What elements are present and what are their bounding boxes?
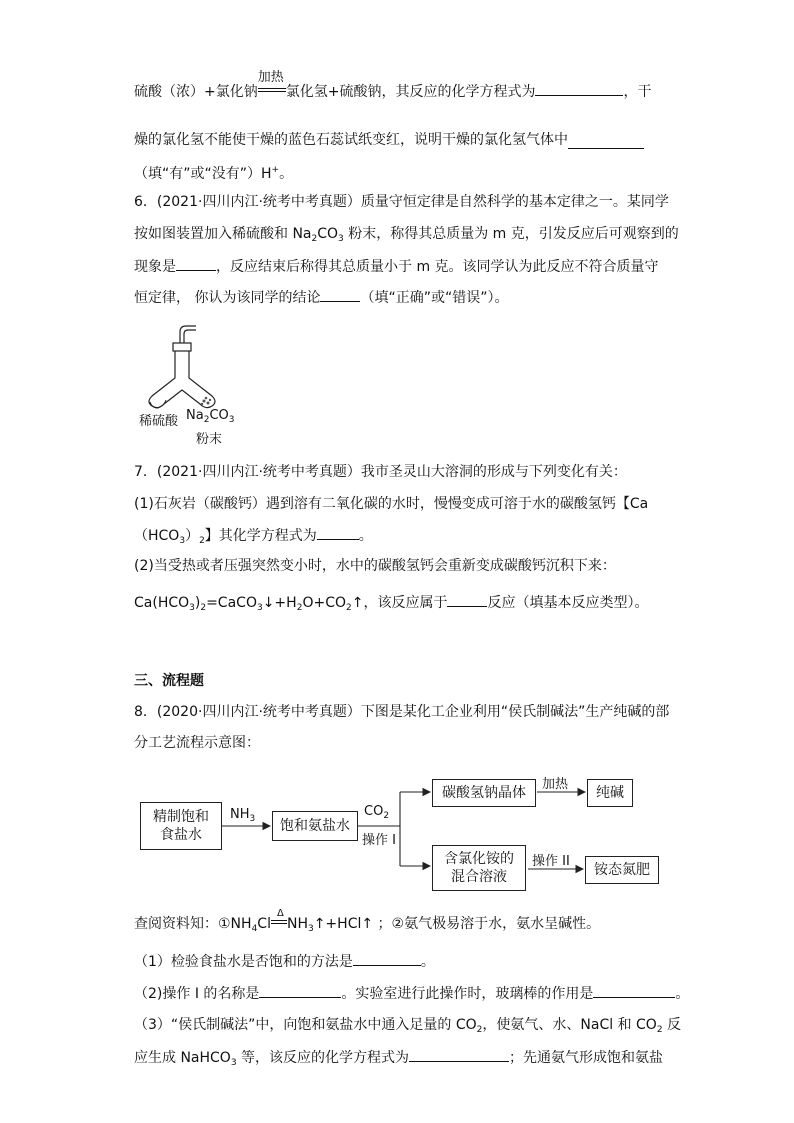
q6-l2a: 按如图装置加入稀硫酸和 Na (134, 226, 312, 242)
sub: 2 (383, 811, 390, 821)
q8-s2 (134, 983, 689, 1004)
answer-blank[interactable] (568, 134, 644, 149)
q6-l2b: CO (317, 226, 339, 242)
q6-l4b: （填“正确”或“错误”）。 (360, 290, 509, 306)
info-part: 查阅资料知：①NH (134, 916, 252, 932)
s2-text-b: 。实验室进行此操作时，玻璃棒的作用是 (341, 986, 594, 1002)
q7-line5 (134, 592, 648, 618)
q5-l3-text: （填“有”或“没有”）H (134, 166, 272, 182)
q5-l3-end: 。 (279, 166, 294, 182)
s2-text: （2)操作 I 的名称是 (134, 986, 260, 1002)
sub: 3 (228, 415, 235, 425)
sub: 4 (251, 924, 258, 934)
sub: 2 (199, 536, 205, 546)
dilute-sulfuric-acid-label: 稀硫酸 (139, 414, 179, 429)
s3-text: （3）“侯氏制碱法”中，向饱和氨盐水中通入足量的 CO (134, 1017, 477, 1033)
info-part: NH (286, 916, 308, 932)
answer-blank[interactable] (409, 1047, 509, 1062)
q7-line4: (2)当受热或者压强突然变小时，水中的碳酸氢钙会重新变成碳酸钙沉积下来： (134, 558, 616, 574)
info-part: ↑+HCl↑ ；②氨气极易溶于水，氨水呈碱性。 (313, 916, 601, 932)
sub: 2 (345, 603, 352, 613)
answer-blank[interactable] (353, 951, 421, 966)
label-part: Na (186, 408, 204, 423)
operation-2-label: 操作 II (532, 854, 570, 869)
delta-label: Δ (276, 908, 284, 919)
answer-blank[interactable] (593, 983, 675, 998)
answer-blank[interactable] (320, 287, 360, 302)
info-part: Cl (257, 916, 271, 932)
section-title: 三、流程题 (134, 673, 204, 689)
s3-text-b: ，使氨气、水、NaCl 和 CO (482, 1017, 657, 1033)
operation-1-label: 操作 I (362, 833, 396, 848)
powder-label: 粉末 (196, 432, 223, 447)
eq-part: ↓+H (262, 595, 297, 611)
flow-box-soda-ash: 纯碱 (587, 779, 633, 807)
sub: 2 (200, 603, 207, 613)
sub: 3 (179, 536, 186, 546)
s1-text: （1）检验食盐水是否饱和的方法是 (134, 954, 353, 970)
answer-blank[interactable] (176, 256, 216, 271)
q6-line4 (134, 287, 508, 308)
flow-box-sodium-bicarbonate: 碳酸氢钠晶体 (432, 779, 536, 807)
q6-line3 (134, 256, 659, 277)
sub: 3 (230, 1058, 237, 1068)
flow-box-saturated-brine: 精制饱和 食盐水 (140, 802, 222, 850)
sub: 2 (311, 234, 318, 244)
answer-blank[interactable] (447, 592, 487, 607)
sub: 2 (656, 1025, 663, 1035)
q6-l3a: 现象是 (134, 259, 176, 275)
eq-part: =CaCO (206, 595, 257, 611)
s1-end: 。 (420, 954, 435, 970)
q6-l4a: 恒定律， 你认为该同学的结论 (134, 290, 321, 306)
q6-l3b: ，反应结束后称得其总质量小于 m 克。该同学认为此反应不符合质量守 (216, 259, 659, 275)
q8-info-line (134, 908, 601, 939)
q7-line3 (134, 525, 373, 551)
q8-line2: 分工艺流程示意图： (134, 735, 260, 751)
q8-s3 (134, 1015, 681, 1040)
sub: 3 (307, 924, 314, 934)
q7-l3a: （HCO (134, 528, 180, 544)
nh3-label (230, 807, 255, 824)
co2-label (364, 804, 389, 821)
eq-part: ) (194, 595, 201, 611)
s4-end: ；先通氨气形成饱和氨盐 (509, 1050, 664, 1066)
q8-s1 (134, 951, 435, 972)
q5-line2: 燥的氯化氢不能使干燥的蓝色石蕊试纸变红，说明干燥的氯化氢气体中 (134, 132, 568, 148)
heat-label: 加热 (257, 70, 284, 85)
q7-line2: (1)石灰岩（碳酸钙）遇到溶有二氧化碳的水时，慢慢变成可溶于水的碳酸氢钙【Ca (134, 496, 649, 512)
s4-text-b: 等，该反应的化学方程式为 (236, 1050, 410, 1066)
q5-text-a: 硫酸（浓）+氯化钠 (134, 84, 258, 100)
q6-line2 (134, 224, 679, 249)
q6-line1: 6．(2021·四川内江·统考中考真题）质量守恒定律是自然科学的基本定律之一。某同学 (134, 194, 669, 210)
flow-box-ammonium-chloride-solution: 含氯化铵的 混合溶液 (432, 845, 526, 891)
s2-end: 。 (675, 986, 690, 1002)
label-part: CO (209, 408, 229, 423)
heating-label: 加热 (542, 777, 569, 792)
sub: 2 (203, 415, 210, 425)
sodium-carbonate-label (186, 408, 234, 425)
q7-l3b: ） (185, 528, 200, 544)
q8-line1: 8．(2020·四川内江·统考中考真题）下图是某化工企业利用“侯氏制碱法”生产纯碱的部 (134, 704, 670, 720)
s3-end: 反 (662, 1017, 682, 1033)
q5-text-b: 氯化氢+硫酸钠，其反应的化学方程式为 (285, 84, 536, 100)
answer-blank[interactable] (259, 983, 341, 998)
q8-s4 (134, 1047, 663, 1073)
q7-line1: 7．(2021·四川内江·统考中考真题）我市圣灵山大溶洞的形成与下列变化有关： (134, 464, 627, 480)
sub: 3 (256, 603, 263, 613)
s4-text: 应生成 NaHCO (134, 1050, 231, 1066)
q5-line3 (134, 160, 293, 184)
answer-blank[interactable] (535, 81, 623, 96)
heating-equation-sign (271, 908, 287, 934)
q5-text-c: ，干 (623, 84, 652, 100)
flow-box-ammonia-brine: 饱和氨盐水 (272, 811, 358, 841)
sub: 2 (296, 603, 303, 613)
eq-part: 反应（填基本反应类型）。 (487, 595, 649, 611)
q7-l3d: 。 (358, 528, 373, 544)
q6-l2c: 粉末，称得其总质量为 m 克，引发反应后可观察到的 (343, 226, 679, 242)
eq-part: O+CO (302, 595, 346, 611)
sub: 3 (249, 814, 256, 824)
sub: 2 (476, 1025, 483, 1035)
h-plus-sup: + (271, 165, 280, 175)
answer-blank[interactable] (317, 525, 359, 540)
label-part: CO (364, 804, 384, 819)
q7-l3c: 】其化学方程式为 (204, 528, 317, 544)
heating-equation-sign (257, 70, 286, 102)
eq-part: ↑，该反应属于 (351, 595, 448, 611)
label-part: NH (230, 807, 250, 822)
q5-line1 (134, 70, 652, 102)
eq-part: Ca(HCO (134, 595, 190, 611)
sub: 3 (189, 603, 195, 613)
flow-box-ammonium-fertilizer: 铵态氮肥 (585, 856, 659, 884)
sub: 3 (338, 234, 344, 244)
